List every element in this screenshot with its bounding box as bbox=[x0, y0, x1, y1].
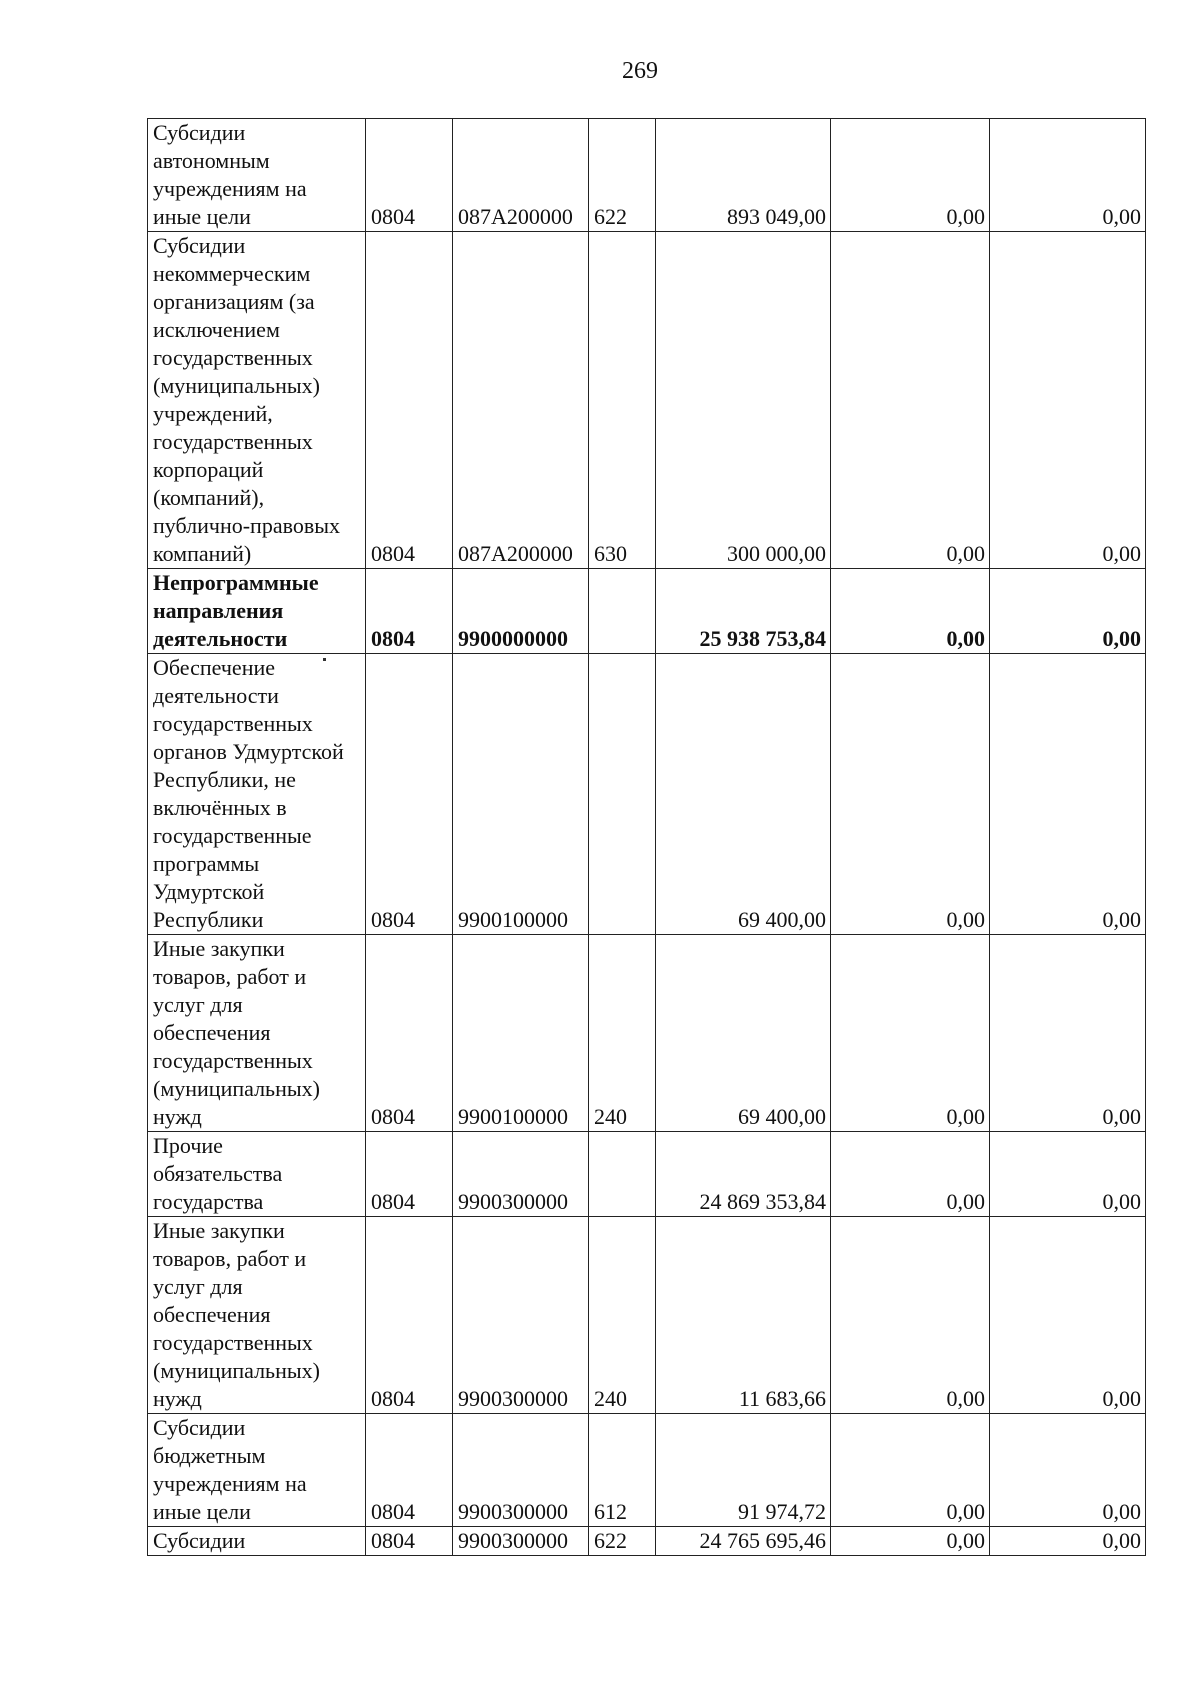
section-code-cell: 0804 bbox=[366, 1132, 453, 1217]
amount-year1-cell: 69 400,00 bbox=[656, 935, 831, 1132]
row-name-text: Субсидии бюджетным учреждениям на иные цели bbox=[153, 1415, 307, 1524]
amount-year1-cell: 25 938 753,84 bbox=[656, 569, 831, 654]
amount-year1-cell: 24 869 353,84 bbox=[656, 1132, 831, 1217]
expense-type-cell: 612 bbox=[589, 1414, 656, 1527]
section-code-cell: 0804 bbox=[366, 232, 453, 569]
expense-type-cell: 240 bbox=[589, 1217, 656, 1414]
expense-type-cell: 622 bbox=[589, 119, 656, 232]
table-row bbox=[148, 654, 1146, 935]
target-article-cell: 9900300000 bbox=[453, 1527, 589, 1556]
amount-year2-cell: 0,00 bbox=[831, 1414, 990, 1527]
row-name-cell bbox=[148, 569, 366, 654]
section-code-cell: 0804 bbox=[366, 1527, 453, 1556]
amount-year3-cell: 0,00 bbox=[990, 232, 1146, 569]
amount-year1-cell: 24 765 695,46 bbox=[656, 1527, 831, 1556]
amount-year2-cell: 0,00 bbox=[831, 1527, 990, 1556]
amount-year3-cell: 0,00 bbox=[990, 654, 1146, 935]
expense-type-cell bbox=[589, 654, 656, 935]
row-name-text: Обеспечение деятельности государственных органов Удмуртской Республики, не включённых в государственные программы Удмуртской Республики bbox=[153, 655, 344, 932]
budget-table-body bbox=[148, 119, 1146, 1556]
amount-year3-cell: 0,00 bbox=[990, 569, 1146, 654]
row-name-cell bbox=[148, 935, 366, 1132]
row-name-cell bbox=[148, 119, 366, 232]
table-row bbox=[148, 935, 1146, 1132]
expense-type-cell: 622 bbox=[589, 1527, 656, 1556]
section-code-cell: 0804 bbox=[366, 1414, 453, 1527]
table-row bbox=[148, 569, 1146, 654]
amount-year3-cell: 0,00 bbox=[990, 1414, 1146, 1527]
section-code-cell: 0804 bbox=[366, 654, 453, 935]
amount-year3-cell: 0,00 bbox=[990, 1527, 1146, 1556]
amount-year2-cell: 0,00 bbox=[831, 119, 990, 232]
amount-year1-cell: 69 400,00 bbox=[656, 654, 831, 935]
target-article-cell: 087А200000 bbox=[453, 232, 589, 569]
row-name-cell bbox=[148, 654, 366, 935]
expense-type-cell: 240 bbox=[589, 935, 656, 1132]
amount-year2-cell: 0,00 bbox=[831, 232, 990, 569]
row-name-text: Иные закупки товаров, работ и услуг для обеспечения государственных (муниципальных) нужд bbox=[153, 1218, 320, 1411]
row-name-text: Субсидии bbox=[153, 1528, 246, 1553]
amount-year2-cell: 0,00 bbox=[831, 935, 990, 1132]
target-article-cell: 087А200000 bbox=[453, 119, 589, 232]
section-code-cell: 0804 bbox=[366, 1217, 453, 1414]
section-code-cell: 0804 bbox=[366, 119, 453, 232]
amount-year2-cell: 0,00 bbox=[831, 654, 990, 935]
target-article-cell: 9900300000 bbox=[453, 1217, 589, 1414]
row-name-cell bbox=[148, 1414, 366, 1527]
row-name-cell bbox=[148, 232, 366, 569]
row-name-cell bbox=[148, 1217, 366, 1414]
amount-year2-cell: 0,00 bbox=[831, 569, 990, 654]
row-name-text: Иные закупки товаров, работ и услуг для обеспечения государственных (муниципальных) нужд bbox=[153, 936, 320, 1129]
expense-type-cell bbox=[589, 569, 656, 654]
amount-year2-cell: 0,00 bbox=[831, 1132, 990, 1217]
page-number: 269 bbox=[622, 58, 658, 84]
table-row bbox=[148, 1414, 1146, 1527]
amount-year3-cell: 0,00 bbox=[990, 119, 1146, 232]
table-row bbox=[148, 1217, 1146, 1414]
amount-year2-cell: 0,00 bbox=[831, 1217, 990, 1414]
amount-year1-cell: 91 974,72 bbox=[656, 1414, 831, 1527]
target-article-cell: 9900000000 bbox=[453, 569, 589, 654]
amount-year1-cell: 11 683,66 bbox=[656, 1217, 831, 1414]
row-name-text: Субсидии некоммерческим организациям (за исключением государственных (муниципальных) учреждений, государственных корпораций (компаний), публично-правовых компаний) bbox=[153, 233, 340, 566]
target-article-cell: 9900100000 bbox=[453, 654, 589, 935]
amount-year1-cell: 893 049,00 bbox=[656, 119, 831, 232]
section-code-cell: 0804 bbox=[366, 569, 453, 654]
section-code-cell: 0804 bbox=[366, 935, 453, 1132]
amount-year3-cell: 0,00 bbox=[990, 1217, 1146, 1414]
target-article-cell: 9900300000 bbox=[453, 1414, 589, 1527]
expense-type-cell: 630 bbox=[589, 232, 656, 569]
row-name-text: Непрограммные направления деятельности bbox=[153, 570, 319, 651]
target-article-cell: 9900300000 bbox=[453, 1132, 589, 1217]
row-name-text: Прочие обязательства государства bbox=[153, 1133, 283, 1214]
amount-year3-cell: 0,00 bbox=[990, 935, 1146, 1132]
amount-year1-cell: 300 000,00 bbox=[656, 232, 831, 569]
amount-year3-cell: 0,00 bbox=[990, 1132, 1146, 1217]
row-name-text: Субсидии автономным учреждениям на иные цели bbox=[153, 120, 307, 229]
table-row bbox=[148, 1132, 1146, 1217]
table-row bbox=[148, 119, 1146, 232]
row-name-cell bbox=[148, 1132, 366, 1217]
table-row bbox=[148, 1527, 1146, 1556]
expense-type-cell bbox=[589, 1132, 656, 1217]
stray-dot bbox=[323, 658, 326, 661]
budget-table bbox=[147, 118, 1146, 1556]
row-name-cell bbox=[148, 1527, 366, 1556]
target-article-cell: 9900100000 bbox=[453, 935, 589, 1132]
table-row bbox=[148, 232, 1146, 569]
